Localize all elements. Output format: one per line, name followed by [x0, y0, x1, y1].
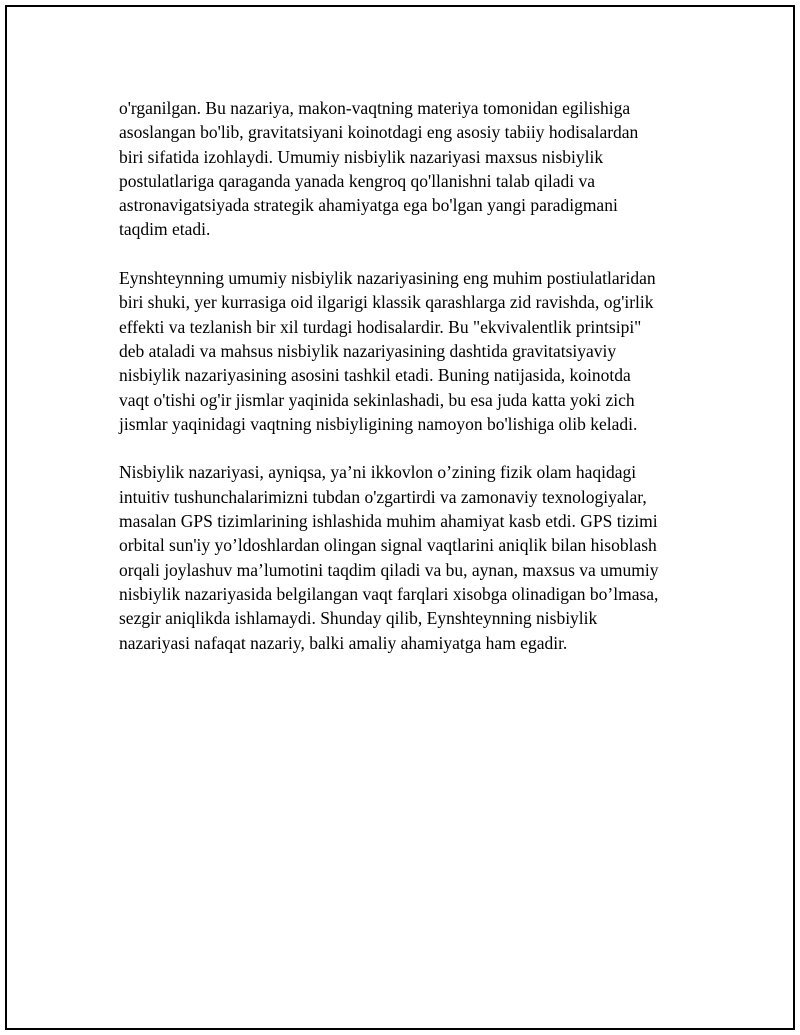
text-line: biri sifatida izohlaydi. Umumiy nisbiylik nazariyasi maxsus nisbiylik: [119, 146, 604, 167]
text-line: vaqt o'tishi og'ir jismlar yaqinida sekinlashadi, bu esa juda katta yoki zich: [119, 389, 635, 410]
text-line: nisbiylik nazariyasida belgilangan vaqt farqlari xisobga olinadigan bo’lmasa,: [119, 583, 659, 604]
text-line: nazariyasi nafaqat nazariy, balki amaliy ahamiyatga ham egadir.: [119, 632, 568, 653]
paragraph-2: [119, 266, 709, 436]
text-line: effekti va tezlanish bir xil turdagi hodisalardir. Bu "ekvivalentlik printsipi": [119, 316, 642, 337]
text-line: orqali joylashuv ma’lumotini taqdim qiladi va bu, aynan, maxsus va umumiy: [119, 559, 659, 580]
paragraph-1: [119, 96, 709, 242]
text-line: taqdim etadi.: [119, 219, 211, 240]
text-line: nisbiylik nazariyasining asosini tashkil etadi. Buning natijasida, koinotda: [119, 365, 631, 386]
text-line: masalan GPS tizimlarining ishlashida muhim ahamiyat kasb etdi. GPS tizimi: [119, 511, 658, 532]
text-line: asoslangan bo'lib, gravitatsiyani koinotdagi eng asosiy tabiiy hodisalardan: [119, 122, 639, 143]
text-line: intuitiv tushunchalarimizni tubdan o'zgartirdi va zamonaviy texnologiyalar,: [119, 486, 647, 507]
text-line: Nisbiylik nazariyasi, ayniqsa, ya’ni ikkovlon o’zining fizik olam haqidagi: [119, 462, 637, 483]
text-line: biri shuki, yer kurrasiga oid ilgarigi klassik qarashlarga zid ravishda, og'irlik: [119, 292, 654, 313]
text-line: jismlar yaqinidagi vaqtning nisbiyligining namoyon bo'lishiga olib keladi.: [119, 413, 638, 434]
text-line: o'rganilgan. Bu nazariya, makon-vaqtning materiya tomonidan egilishiga: [119, 98, 631, 118]
text-line: astronavigatsiyada strategik ahamiyatga ega bo'lgan yangi paradigmani: [119, 195, 618, 216]
text-line: sezgir aniqlikda ishlamaydi. Shunday qilib, Eynshteynning nisbiylik: [119, 608, 598, 629]
text-line: postulatlariga qaraganda yanada kengroq qo'llanishni talab qiladi va: [119, 170, 595, 191]
text-line: Eynshteynning umumiy nisbiylik nazariyasining eng muhim postiulatlaridan: [119, 268, 656, 289]
text-line: orbital sun'iy yo’ldoshlardan olingan signal vaqtlarini aniqlik bilan hisoblash: [119, 535, 657, 556]
text-line: deb ataladi va mahsus nisbiylik nazariyasining dashtida gravitatsiyaviy: [119, 340, 617, 361]
document-body: [119, 96, 709, 679]
paragraph-3: [119, 460, 709, 654]
document-page: [5, 5, 795, 1030]
